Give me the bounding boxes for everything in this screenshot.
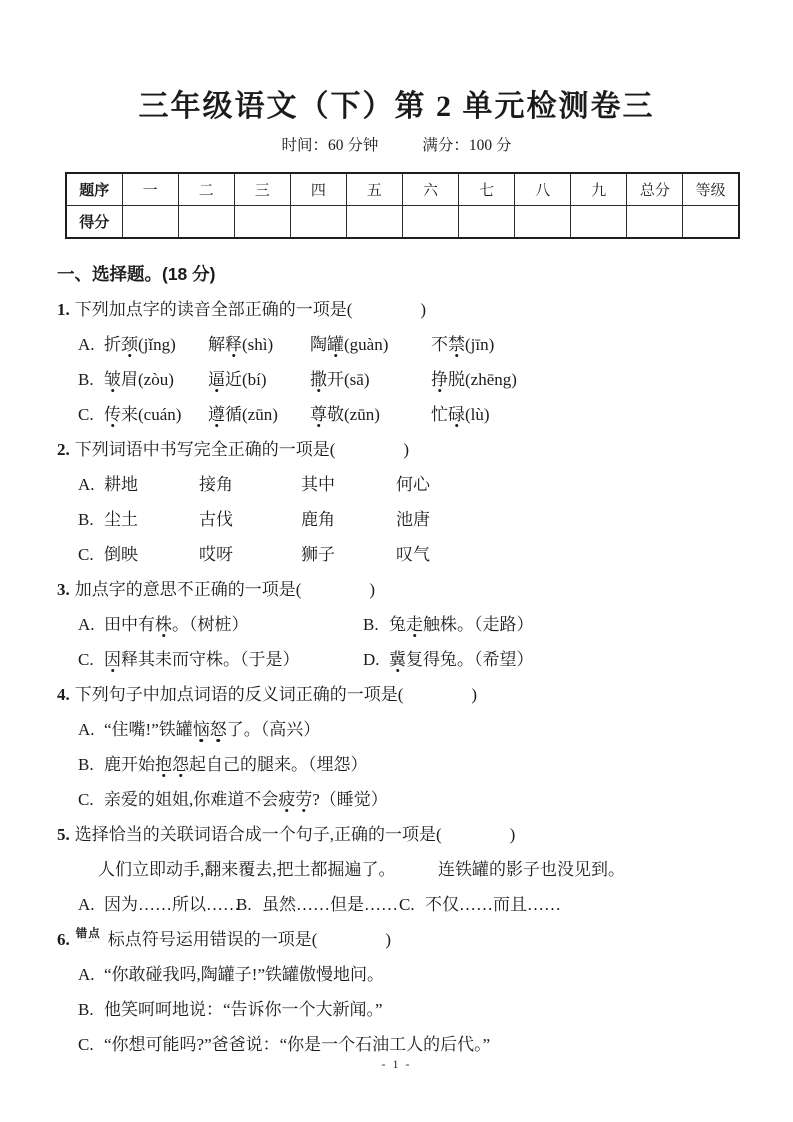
option-text: “住嘴!”铁罐恼怒了。（高兴） <box>104 720 321 739</box>
option-item: 尊敬(zūn) <box>310 405 380 424</box>
option-label: A. <box>78 720 95 739</box>
score-cell <box>178 206 234 239</box>
option-label: C. <box>399 895 415 914</box>
score-table-col: 三 <box>234 173 290 206</box>
dotted-character: 碌 <box>448 405 465 424</box>
option-text: 兔走触株。（走路） <box>389 615 534 634</box>
question-text: 选择恰当的关联词语合成一个句子,正确的一项是( ) <box>74 825 516 844</box>
option-item: 耕地 <box>104 475 138 494</box>
option-item: 尘土 <box>104 510 138 529</box>
option-item: 接角 <box>199 475 233 494</box>
dotted-character: 怒 <box>209 720 227 739</box>
option-item: 其中 <box>301 475 335 494</box>
question-4-option-c <box>57 782 747 817</box>
full-score-label: 满分：100 分 <box>422 137 512 154</box>
option-item: 传来(cuán) <box>104 405 182 424</box>
dotted-character: 颈 <box>121 335 138 354</box>
dotted-character: 恼 <box>192 720 210 739</box>
question-5-sentence: 人们立即动手,翻来覆去,把土都掘遍了。 连铁罐的影子也没见到。 <box>98 860 625 879</box>
score-table-header-label: 题序 <box>66 173 122 206</box>
question-4-option-b <box>57 747 747 782</box>
option <box>399 887 561 922</box>
question-number: 5. <box>57 825 70 844</box>
dotted-character: 皱 <box>104 370 121 389</box>
option-label: C. <box>78 790 94 809</box>
dotted-character: 罐 <box>327 335 344 354</box>
option-label: A. <box>78 895 95 914</box>
question-number: 1. <box>57 300 70 319</box>
option-item: 鹿角 <box>301 510 335 529</box>
option-label: C. <box>78 650 94 669</box>
option-label: A. <box>78 475 95 494</box>
dotted-character: 怨 <box>172 755 189 774</box>
score-table-col: 二 <box>178 173 234 206</box>
option <box>363 607 534 642</box>
error-point-badge <box>76 929 101 945</box>
paper-meta <box>0 136 793 156</box>
score-table-col: 五 <box>346 173 402 206</box>
question-1-option-a <box>57 327 747 362</box>
option-item: 不禁(jīn) <box>431 335 495 354</box>
option <box>78 607 363 642</box>
dotted-character: 撒 <box>310 370 327 389</box>
question-5-stem <box>57 817 747 852</box>
option-label: C. <box>78 1035 94 1054</box>
option-text: 他笑呵呵地说：“告诉你一个大新闻。” <box>104 1000 383 1019</box>
option-label: A. <box>78 335 95 354</box>
question-text: 标点符号运用错误的一项是( ) <box>107 930 392 949</box>
question-2-option-c <box>57 537 747 572</box>
option <box>363 642 534 677</box>
question-number: 6. <box>57 930 70 949</box>
score-table <box>65 172 740 239</box>
question-4-stem <box>57 677 747 712</box>
option-label: B. <box>236 895 252 914</box>
score-table-col: 一 <box>122 173 178 206</box>
question-5-options <box>57 887 747 922</box>
score-table-col: 七 <box>459 173 515 206</box>
option-label: B. <box>78 1000 94 1019</box>
option-text: 不仅……而且…… <box>425 895 561 914</box>
question-3-options-cd <box>57 642 747 677</box>
option <box>78 887 240 922</box>
score-table-score-row <box>66 206 739 239</box>
score-cell <box>402 206 458 239</box>
dotted-character: 冀 <box>389 650 406 669</box>
option-label: A. <box>78 615 95 634</box>
option-item: 哎呀 <box>199 545 233 564</box>
option-text: 亲爱的姐姐,你难道不会疲劳?（睡觉） <box>104 790 388 809</box>
section-heading: 一、选择题。(18 分) <box>57 264 216 284</box>
option-text: 因释其耒而守株。（于是） <box>104 650 300 669</box>
score-cell <box>234 206 290 239</box>
question-text: 加点字的意思不正确的一项是( ) <box>74 580 376 599</box>
option-text: 冀复得兔。（希望） <box>389 650 534 669</box>
option-item: 倒映 <box>104 545 138 564</box>
score-cell <box>627 206 683 239</box>
dotted-character: 逼 <box>208 370 225 389</box>
option-item: 何心 <box>396 475 430 494</box>
option-label: B. <box>78 510 94 529</box>
question-3-stem <box>57 572 747 607</box>
score-table-col: 八 <box>515 173 571 206</box>
dotted-character: 禁 <box>448 335 465 354</box>
score-cell <box>683 206 739 239</box>
dotted-character: 劳 <box>295 790 313 809</box>
option-item: 挣脱(zhēng) <box>431 370 517 389</box>
score-table-col: 六 <box>402 173 458 206</box>
option-item: 遵循(zūn) <box>208 405 278 424</box>
option-label: B. <box>78 755 94 774</box>
question-4-option-a <box>57 712 747 747</box>
option-item: 撒开(sā) <box>310 370 370 389</box>
option-label: B. <box>78 370 94 389</box>
score-table-col: 九 <box>571 173 627 206</box>
question-text: 下列词语中书写完全正确的一项是( ) <box>74 440 410 459</box>
page-number: - 1 - <box>381 1057 412 1071</box>
page-title: 三年级语文（下）第 2 单元检测卷三 <box>138 90 655 123</box>
question-text: 下列加点字的读音全部正确的一项是( ) <box>74 300 427 319</box>
question-number: 3. <box>57 580 70 599</box>
option-label: C. <box>78 405 94 424</box>
score-row-label: 得分 <box>66 206 122 239</box>
option-text: “你敢碰我吗,陶罐子!”铁罐傲慢地问。 <box>104 965 385 984</box>
dotted-character: 挣 <box>431 370 448 389</box>
score-cell <box>515 206 571 239</box>
dotted-character: 释 <box>225 335 242 354</box>
dotted-character: 遵 <box>208 405 225 424</box>
option-item: 忙碌(lù) <box>431 405 490 424</box>
option-item: 皱眉(zòu) <box>104 370 174 389</box>
time-limit-label: 时间：60 分钟 <box>281 137 379 154</box>
question-1-option-c <box>57 397 747 432</box>
option <box>78 642 363 677</box>
score-cell <box>346 206 402 239</box>
question-3-options-ab <box>57 607 747 642</box>
dotted-character: 疲 <box>278 790 296 809</box>
paper-body <box>57 257 747 1062</box>
option-item: 陶罐(guàn) <box>310 335 389 354</box>
option-label: B. <box>363 615 379 634</box>
option-item: 折颈(jǐng) <box>104 335 176 354</box>
question-number: 2. <box>57 440 70 459</box>
dotted-character: 因 <box>104 650 121 669</box>
score-table-col: 等级 <box>683 173 739 206</box>
score-cell <box>122 206 178 239</box>
option-item: 叹气 <box>396 545 430 564</box>
score-table-col: 总分 <box>627 173 683 206</box>
question-2-option-b <box>57 502 747 537</box>
score-cell <box>571 206 627 239</box>
question-text: 下列句子中加点词语的反义词正确的一项是( ) <box>74 685 478 704</box>
error-point-badge-label: 错点 <box>75 928 101 940</box>
option-item: 古伐 <box>199 510 233 529</box>
option-label: D. <box>363 650 380 669</box>
option-item: 狮子 <box>301 545 335 564</box>
option-item: 池唐 <box>396 510 430 529</box>
option-text: 田中有株。（树桩） <box>104 615 249 634</box>
dotted-character: 尊 <box>310 405 327 424</box>
option-text: 虽然……但是…… <box>262 895 398 914</box>
question-2-option-a <box>57 467 747 502</box>
score-table-col: 四 <box>290 173 346 206</box>
score-cell <box>290 206 346 239</box>
dotted-character: 走 <box>406 615 423 634</box>
option-text: 鹿开始抱怨起自己的腿来。（埋怨） <box>104 755 368 774</box>
dotted-character: 传 <box>104 405 121 424</box>
option-label: A. <box>78 965 95 984</box>
option-item: 解释(shì) <box>208 335 274 354</box>
question-1-stem <box>57 292 747 327</box>
option-text: “你想可能吗?”爸爸说：“你是一个石油工人的后代。” <box>104 1035 491 1054</box>
dotted-character: 株 <box>155 615 172 634</box>
option <box>236 887 399 922</box>
dotted-character: 抱 <box>155 755 172 774</box>
option-label: C. <box>78 545 94 564</box>
option-text: 因为……所以…… <box>104 895 240 914</box>
score-cell <box>459 206 515 239</box>
question-6-stem <box>57 922 747 957</box>
question-2-stem <box>57 432 747 467</box>
score-table-header-row <box>66 173 739 206</box>
question-6-option-a <box>57 957 747 992</box>
question-1-option-b <box>57 362 747 397</box>
question-6-option-b <box>57 992 747 1027</box>
option-item: 逼近(bí) <box>208 370 267 389</box>
question-number: 4. <box>57 685 70 704</box>
